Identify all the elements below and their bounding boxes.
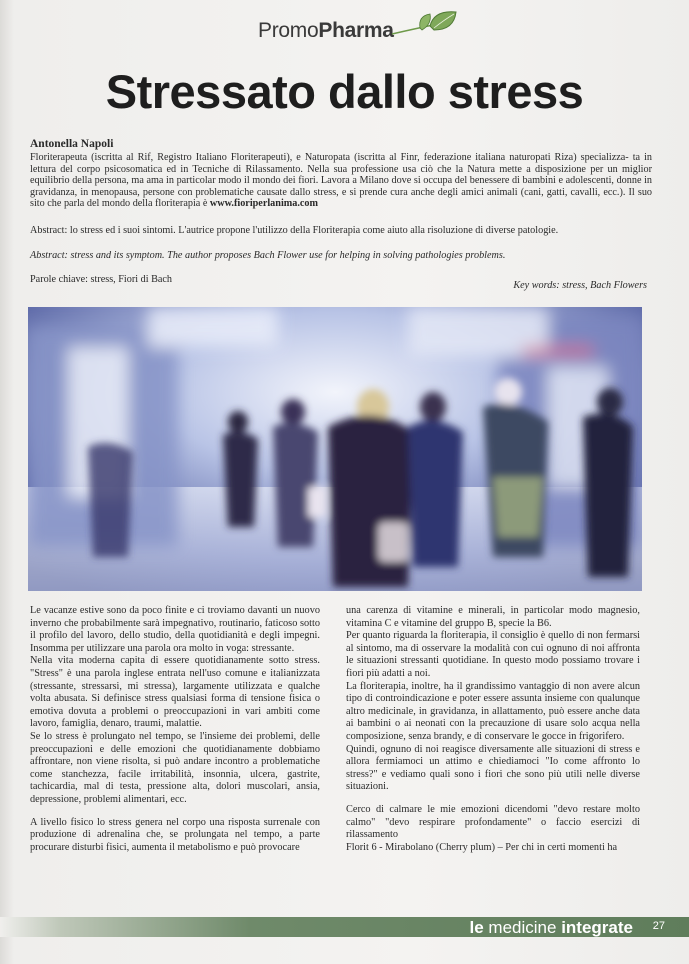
paragraph: una carenza di vitamine e minerali, in particolar modo magnesio, vitamina C e vitamine del gruppo B, specie la B6. — [346, 605, 640, 629]
article-title: Stressato dallo stress — [105, 65, 584, 118]
leaf-icon — [390, 8, 462, 44]
paragraph: A livello fisico lo stress genera nel corpo una risposta surrenale con produzione di adrenalina che, se prolungata nel tempo, a parte procurare disturbi fisici, aumenta il metabolismo e può provocare — [30, 816, 320, 853]
paragraph: Per quanto riguarda la floriterapia, il consiglio è quello di non fermarsi al sintomo, ma di osservare la modalità con cui ognuno di noi affronta le situazioni stressanti quotidiane. In questo modo possiamo trovare i fiori più adatti a noi. — [346, 630, 640, 679]
brand-le: le — [469, 918, 489, 937]
abstract-english: Abstract: stress and its symptom. The author proposes Bach Flower use for helping in solving pathologies problems. — [30, 250, 506, 261]
paragraph: Se lo stress è prolungato nel tempo, se l'insieme dei problemi, delle preoccupazioni e delle emozioni che quotidianamente dobbiamo affrontare, non viene risolta, si può andare incontro a problematiche come stanchezza, facile irritabilità, insonnia, ulcera, gastrite, tachicardia, mal di testa, pressione alta, dolori muscolari, ansia, depressione, problemi alimentari, ecc. — [30, 730, 320, 805]
author-bio — [30, 152, 652, 210]
bio-line: adolescenti, donne in gravidanza, in menopausa, persone con problematiche causate dallo stress, e si prende cura anche degli amici animali — [30, 175, 652, 198]
brand-integrate: integrate — [556, 918, 633, 937]
keywords-english: Key words: stress, Bach Flowers — [513, 280, 647, 291]
author-name: Antonella Napoli — [30, 138, 114, 150]
paragraph: Nella vita moderna capita di essere quotidianamente sotto stress. "Stress" è una parola inglese entrata nell'uso comune e italianizzata (stressante, stressarsi, mi stressa), largamente utilizzata e qualche volta abusata. Si definisce stress qualsiasi forma di tensione fisica o emotiva dovuta a problemi o preoccupazioni in vari ambiti come lavoro, famiglia, denaro, traumi, malattie. — [30, 655, 320, 730]
bio-line: Floriterapeuta (iscritta al Rif, Registro Italiano Floriterapeuti), e Naturopata (iscritta al Finr, federazione italiana naturopati Riza) specializza- — [30, 152, 629, 163]
paragraph: Cerco di calmare le mie emozioni dicendomi "devo restare molto calmo" "devo respirare profondamente" o faccio esercizi di rilassamento — [346, 803, 640, 841]
paragraph: La floriterapia, inoltre, ha il grandissimo vantaggio di non avere alcun tipo di controindicazione e poter essere assunta insieme con qualunque altro medicinale, in gravidanza, in allattamento, può essere anche data ai bambini o ai neonati con la precauzione di usare solo acqua nella composizione, senza brandy, e di conservare le gocce in frigorifero. — [346, 680, 640, 742]
logo-promo-text: Promo — [258, 19, 319, 42]
bio-line: miglior equilibrio della persona, ma ama in particolar modo il mondo dei fiori. Lavora a Milano dove si occupa del benessere di bambini e — [30, 163, 652, 187]
bio-line: (cani, gatti, cavalli, ecc.). Il suo sito che parla del mondo della floriterapia è — [30, 186, 653, 210]
article-column-left — [30, 605, 320, 854]
article-column-right — [346, 605, 640, 854]
motion-blur-crowd-image — [28, 307, 642, 591]
abstract-italian: Abstract: lo stress ed i suoi sintomi. L'autrice propone l'utilizzo della Floriterapia come aiuto alla risoluzione di diverse patologie. — [30, 225, 559, 236]
paragraph: Florit 6 - Mirabolano (Cherry plum) – Per chi in certi momenti ha — [346, 841, 618, 853]
keywords-italian: Parole chiave: stress, Fiori di Bach — [30, 274, 173, 285]
promopharma-logo — [258, 14, 462, 48]
website-link[interactable]: www.fioriperlanima.com — [209, 198, 319, 210]
logo-pharma-text: Pharma — [318, 19, 394, 42]
paragraph: Le vacanze estive sono da poco finite e ci troviamo davanti un nuovo inverno che probabilmente sarà impegnativo, routinario, faticoso sotto il profilo del lavoro, dello studio, della quotidianità e degli impegni. Insomma per utilizzare una parola ora molto in voga: stressante. — [30, 605, 320, 654]
page-number: 27 — [652, 920, 665, 932]
bio-line: ta in lettura del corpo psicosomatica ed in Tecniche di Rilassamento. Nella sua professione usa ciò che la Natura mette a disposizione per un — [30, 152, 652, 175]
brand-medicine: medicine — [488, 918, 557, 937]
crowd-photo — [28, 307, 642, 591]
magazine-brand — [470, 918, 633, 938]
paragraph: Quindi, ognuno di noi reagisce diversamente alle situazioni di stress e allora fermiamoci un attimo e chiediamoci "Io come affronto lo stress?" e vediamo quali sono i fiori che sono più utili nelle diverse situazioni. — [346, 743, 640, 793]
